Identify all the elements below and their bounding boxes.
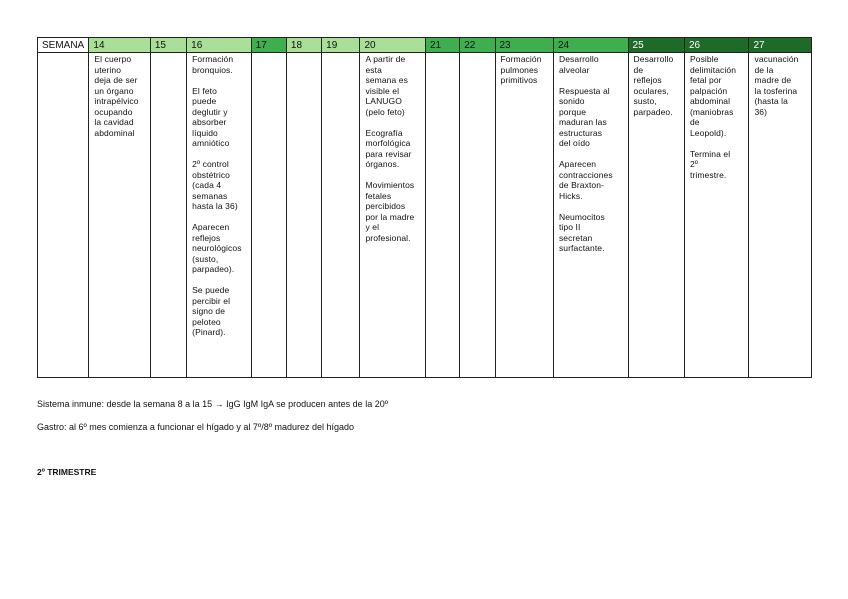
week-16-cell: Formación bronquios. El feto puede deglutir y absorber líquido amniótico 2º control obstétrico (cada 4 semanas hasta la 36) Aparecen reflejos neurológicos (susto, parpadeo). Se puede percibir el signo de peloteo (Pinard). [187, 53, 252, 378]
week-header-24: 24 [553, 38, 628, 53]
week-header-22: 22 [460, 38, 495, 53]
week-14-cell: El cuerpo uterino deja de ser un órgano intrapélvico ocupando la cavidad abdominal [89, 53, 150, 378]
week-15-cell [150, 53, 186, 378]
semana-label-cell [38, 53, 89, 378]
week-19-cell [322, 53, 360, 378]
semana-header: SEMANA [38, 38, 89, 53]
weeks-table [37, 37, 812, 378]
week-header-19: 19 [322, 38, 360, 53]
section-heading: 2º TRIMESTRE [37, 467, 97, 477]
week-header-16: 16 [187, 38, 252, 53]
week-27-cell: vacunación de la madre de la tosferina (hasta la 36) [749, 53, 812, 378]
content-row [38, 53, 812, 378]
week-25-cell: Desarrollo de reflejos oculares, susto, parpadeo. [628, 53, 684, 378]
week-21-cell [425, 53, 459, 378]
week-header-26: 26 [684, 38, 749, 53]
week-17-cell [251, 53, 286, 378]
week-22-cell [460, 53, 495, 378]
week-header-17: 17 [251, 38, 286, 53]
week-header-20: 20 [360, 38, 426, 53]
week-header-18: 18 [286, 38, 321, 53]
week-18-cell [286, 53, 321, 378]
week-header-25: 25 [628, 38, 684, 53]
week-header-21: 21 [425, 38, 459, 53]
week-20-cell: A partir de esta semana es visible el LANUGO (pelo feto) Ecografía morfológica para revisar órganos. Movimientos fetales percibidos por la madre y el profesional. [360, 53, 426, 378]
week-header-14: 14 [89, 38, 150, 53]
gastro-note: Gastro: al 6º mes comienza a funcionar el hígado y al 7º/8º madurez del hígado [37, 422, 355, 432]
week-24-cell: Desarrollo alveolar Respuesta al sonido porque maduran las estructuras del oído Aparecen contracciones de Braxton- Hicks. Neumocitos tipo II secretan surfactante. [553, 53, 628, 378]
immune-note: Sistema inmune: desde la semana 8 a la 15 → IgG IgM IgA se producen antes de la 20º [37, 399, 388, 409]
week-header-23: 23 [495, 38, 553, 53]
header-row [38, 38, 812, 53]
week-26-cell: Posible delimitación fetal por palpación abdominal (maniobras de Leopold). Termina el 2º trimestre. [684, 53, 749, 378]
week-header-27: 27 [749, 38, 812, 53]
week-header-15: 15 [150, 38, 186, 53]
week-23-cell: Formación pulmones primitivos [495, 53, 553, 378]
